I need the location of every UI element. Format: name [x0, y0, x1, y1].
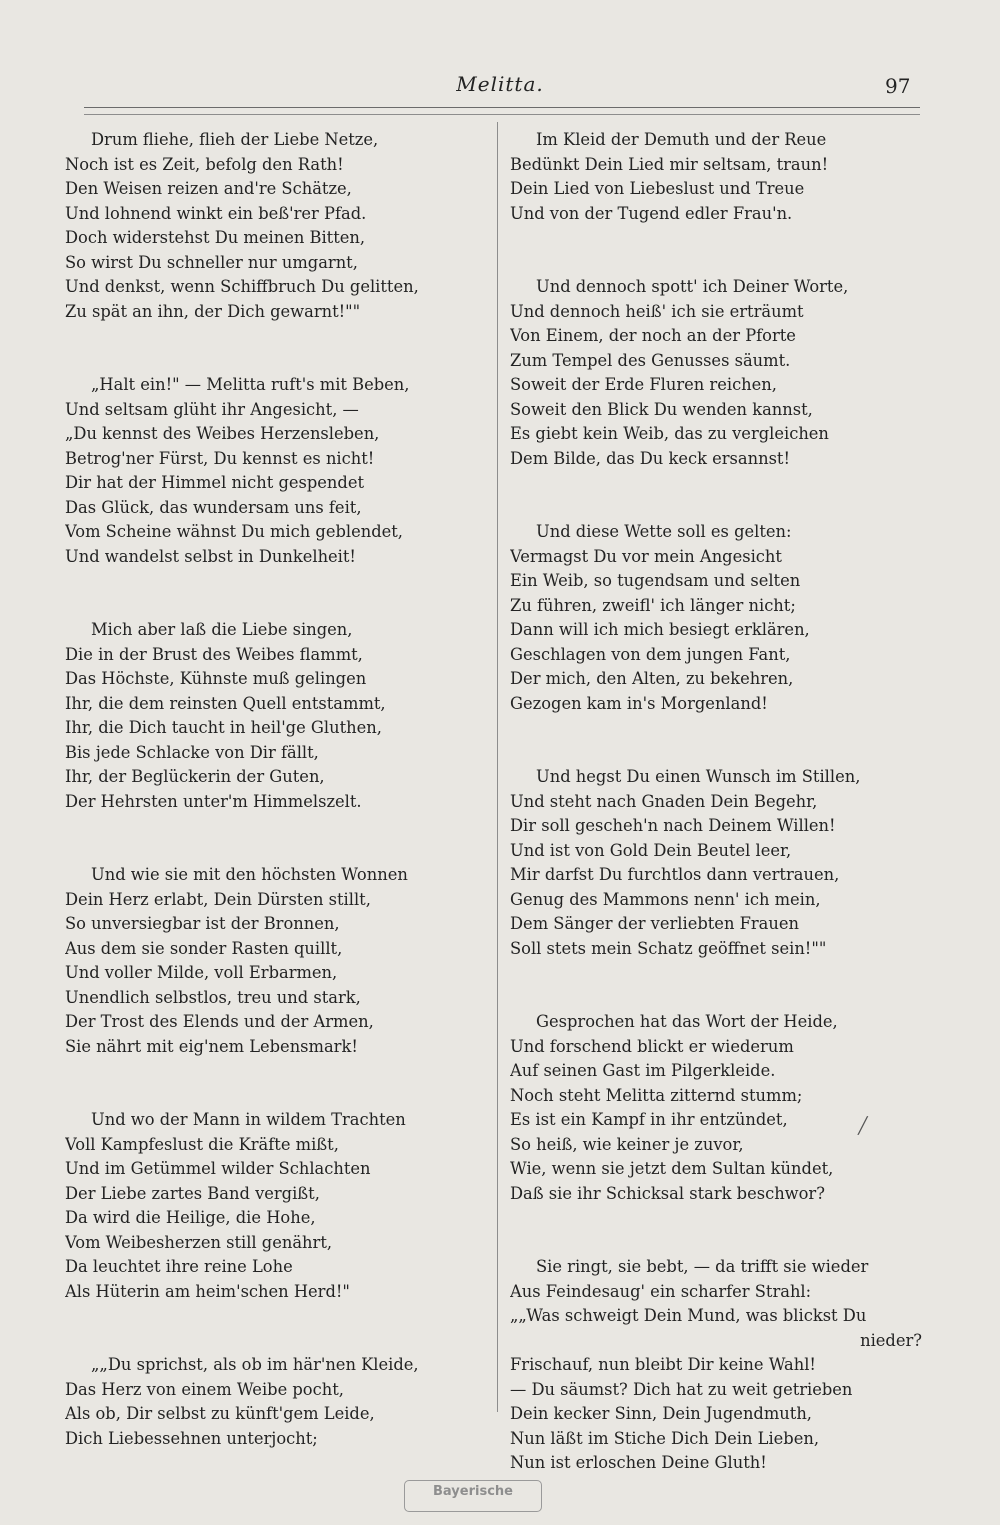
verse-line: Doch widerstehst Du meinen Bitten, [65, 228, 366, 247]
stanza [510, 520, 922, 716]
verse-line: Zu führen, zweifl' ich länger nicht; [510, 595, 796, 615]
left-column [65, 128, 477, 1500]
verse-line: Der Trost des Elends und der Armen, [65, 1012, 374, 1031]
verse-line: Mir darfst Du furchtlos dann vertrauen, [510, 865, 840, 884]
stanza [510, 1255, 922, 1476]
verse-line: Und wo der Mann in wildem Trachten [91, 1110, 406, 1129]
verse-line: Bis jede Schlacke von Dir fällt, [65, 742, 319, 762]
stanza [65, 618, 477, 814]
verse-line: Genug des Mammons nenn' ich mein, [510, 889, 821, 909]
verse-line: Dir hat der Himmel nicht gespendet [65, 473, 365, 492]
verse-line: Und lohnend winkt ein beß'rer Pfad. [65, 203, 367, 223]
header-rule [84, 107, 920, 108]
verse-line: Dir soll gescheh'n nach Deinem Willen! [510, 816, 836, 835]
verse-line: „„Was schweigt Dein Mund, was blickst Du [510, 1306, 867, 1325]
stanza [510, 128, 922, 226]
verse-line: Und ist von Gold Dein Beutel leer, [510, 840, 792, 860]
stanza [65, 128, 477, 324]
verse-line: So unversiegbar ist der Bronnen, [65, 914, 340, 933]
verse-line: Ein Weib, so tugendsam und selten [510, 571, 801, 590]
verse-line: Dich Liebessehnen unterjocht; [65, 1428, 318, 1448]
verse-line: Noch ist es Zeit, befolg den Rath! [65, 154, 344, 174]
verse-line: Als ob, Dir selbst zu künft'gem Leide, [65, 1404, 375, 1423]
verse-line: „Du kennst des Weibes Herzensleben, [65, 424, 380, 443]
verse-line: Soweit den Blick Du wenden kannst, [510, 399, 813, 419]
library-stamp: Bayerische [404, 1480, 542, 1512]
verse-line: Geschlagen von dem jungen Fant, [510, 644, 791, 664]
verse-line: Und voller Milde, voll Erbarmen, [65, 963, 338, 982]
verse-line: Dem Sänger der verliebten Frauen [510, 914, 800, 933]
verse-line: Und dennoch spott' ich Deiner Worte, [536, 277, 849, 296]
verse-line: Den Weisen reizen and're Schätze, [65, 179, 352, 198]
verse-line: Nun läßt im Stiche Dich Dein Lieben, [510, 1428, 820, 1448]
verse-line: Soll stets mein Schatz geöffnet sein!"" [510, 938, 827, 958]
verse-line: Gezogen kam in's Morgenland! [510, 693, 768, 713]
verse-line: Nun ist erloschen Deine Gluth! [510, 1453, 767, 1472]
verse-line: So wirst Du schneller nur umgarnt, [65, 252, 358, 272]
verse-line: Und wandelst selbst in Dunkelheit! [65, 546, 356, 566]
verse-line: Und diese Wette soll es gelten: [536, 522, 792, 541]
verse-line: Da wird die Heilige, die Hohe, [65, 1208, 316, 1227]
verse-line: Soweit der Erde Fluren reichen, [510, 375, 777, 394]
verse-line: Dem Bilde, das Du keck ersannst! [510, 448, 791, 468]
verse-line: Dein kecker Sinn, Dein Jugendmuth, [510, 1404, 812, 1423]
verse-line: Ihr, der Beglückerin der Guten, [65, 767, 325, 786]
verse-line: Von Einem, der noch an der Pforte [510, 326, 796, 345]
verse-line: „„Du sprichst, als ob im här'nen Kleide, [91, 1355, 419, 1374]
verse-line: Das Herz von einem Weibe pocht, [65, 1379, 344, 1399]
stanza [65, 863, 477, 1059]
page-number: 97 [885, 74, 911, 98]
verse-line: Der Hehrsten unter'm Himmelszelt. [65, 791, 362, 811]
running-title: Melitta. [456, 72, 544, 96]
verse-line: Und wie sie mit den höchsten Wonnen [91, 865, 408, 884]
stanza [510, 275, 922, 471]
verse-line: Vom Scheine wähnst Du mich geblendet, [65, 522, 403, 541]
verse-line: Der Liebe zartes Band vergißt, [65, 1183, 320, 1203]
verse-line: Und steht nach Gnaden Dein Begehr, [510, 791, 818, 811]
verse-line: Ihr, die dem reinsten Quell entstammt, [65, 693, 386, 713]
verse-line: Der mich, den Alten, zu bekehren, [510, 669, 794, 688]
verse-line: Da leuchtet ihre reine Lohe [65, 1257, 293, 1276]
verse-line: Noch steht Melitta zitternd stumm; [510, 1085, 803, 1105]
verse-line: Voll Kampfeslust die Kräfte mißt, [65, 1134, 339, 1154]
verse-line: Gesprochen hat das Wort der Heide, [536, 1012, 838, 1031]
verse-line: Und seltsam glüht ihr Angesicht, — [65, 399, 359, 419]
header-rule-secondary [84, 114, 920, 115]
verse-line: Frischauf, nun bleibt Dir keine Wahl! [510, 1355, 816, 1374]
verse-line: Im Kleid der Demuth und der Reue [536, 130, 827, 149]
verse-line: Es giebt kein Weib, das zu vergleichen [510, 424, 829, 443]
verse-line: Dein Herz erlabt, Dein Dürsten stillt, [65, 889, 371, 909]
verse-line: Es ist ein Kampf in ihr entzündet, [510, 1110, 788, 1129]
verse-line: Aus dem sie sonder Rasten quillt, [65, 938, 343, 958]
verse-line: Wie, wenn sie jetzt dem Sultan kündet, [510, 1159, 834, 1178]
verse-line: Das Glück, das wundersam uns feit, [65, 497, 362, 517]
verse-line: Zu spät an ihn, der Dich gewarnt!"" [65, 301, 361, 321]
verse-line: Dein Lied von Liebeslust und Treue [510, 179, 805, 198]
verse-line: Und forschend blickt er wiederum [510, 1036, 794, 1056]
verse-line: Dann will ich mich besiegt erklären, [510, 620, 810, 639]
verse-line: Die in der Brust des Weibes flammt, [65, 644, 363, 664]
stanza [65, 373, 477, 569]
verse-line: Mich aber laß die Liebe singen, [91, 620, 353, 639]
stanza [510, 765, 922, 961]
verse-line: Als Hüterin am heim'schen Herd!" [65, 1281, 350, 1301]
verse-line: Vom Weibesherzen still genährt, [65, 1232, 333, 1252]
verse-line: „Halt ein!" — Melitta ruft's mit Beben, [91, 375, 410, 394]
right-column [510, 128, 922, 1525]
verse-line: Bedünkt Dein Lied mir seltsam, traun! [510, 154, 829, 174]
verse-line: Und dennoch heiß' ich sie erträumt [510, 301, 804, 321]
verse-line: Auf seinen Gast im Pilgerkleide. [510, 1061, 776, 1080]
verse-line: So heiß, wie keiner je zuvor, [510, 1134, 744, 1154]
verse-line: Daß sie ihr Schicksal stark beschwor? [510, 1183, 825, 1203]
verse-line: Und hegst Du einen Wunsch im Stillen, [536, 767, 861, 786]
stanza [65, 1353, 477, 1451]
verse-line: Und im Getümmel wilder Schlachten [65, 1159, 371, 1178]
verse-line: Sie nährt mit eig'nem Lebensmark! [65, 1036, 358, 1056]
verse-line: Sie ringt, sie bebt, — da trifft sie wieder [536, 1257, 869, 1276]
verse-line: Ihr, die Dich taucht in heil'ge Gluthen, [65, 718, 382, 737]
verse-line: nieder? [860, 1330, 922, 1350]
verse-line: — Du säumst? Dich hat zu weit getrieben [510, 1379, 853, 1399]
verse-line: Betrog'ner Fürst, Du kennst es nicht! [65, 448, 375, 468]
verse-line: Aus Feindesaug' ein scharfer Strahl: [510, 1281, 812, 1301]
verse-line: Unendlich selbstlos, treu und stark, [65, 987, 361, 1007]
verse-line: Und denkst, wenn Schiffbruch Du gelitten, [65, 277, 419, 296]
verse-line: Drum fliehe, flieh der Liebe Netze, [91, 130, 379, 149]
stanza [65, 1108, 477, 1304]
verse-line: Das Höchste, Kühnste muß gelingen [65, 669, 367, 688]
verse-line: Zum Tempel des Genusses säumt. [510, 350, 791, 370]
verse-line: Und von der Tugend edler Frau'n. [510, 203, 793, 223]
stanza [510, 1010, 922, 1206]
column-divider [497, 122, 498, 1412]
pencil-mark-icon: ╱ [858, 1116, 868, 1135]
verse-line: Vermagst Du vor mein Angesicht [510, 546, 782, 566]
